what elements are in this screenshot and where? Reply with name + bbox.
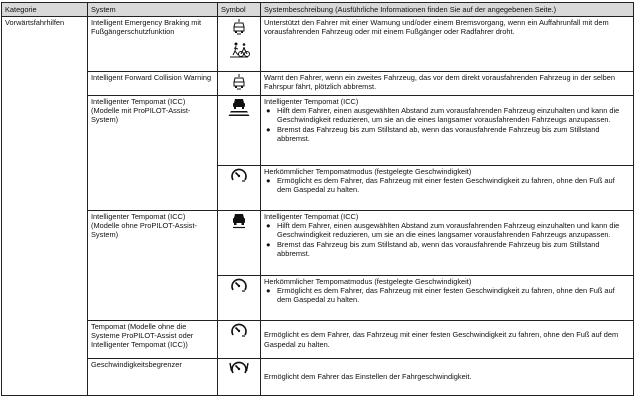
symbol-cell-tempomat bbox=[218, 321, 261, 359]
system-desc-limiter: Ermöglicht dem Fahrer das Einstellen der Fahrgeschwindigkeit. bbox=[261, 359, 634, 396]
system-name-limiter: Geschwindigkeitsbegrenzer bbox=[88, 359, 218, 396]
systems-table bbox=[1, 2, 634, 396]
system-name-ifcw: Intelligent Forward Collision Warning bbox=[88, 72, 218, 96]
speedometer-icon bbox=[230, 167, 248, 183]
list-item: ● Bremst das Fahrzeug bis zum Stillstand ab, wenn das vorausfahrende Fahrzeug bis zum Stillstand abbremst. bbox=[264, 240, 630, 258]
list-item: ● Ermöglicht es dem Fahrer, das Fahrzeug mit einer festen Geschwindigkeit zu fahren, ohne den Fuß auf dem Gaspedal zu halten. bbox=[264, 176, 630, 194]
symbol-cell-ieb bbox=[218, 17, 261, 72]
vehicle-warning-icon bbox=[232, 18, 246, 36]
symbol-cell-icc-propilot bbox=[218, 96, 261, 166]
system-name-icc-no-propilot: Intelligenter Tempomat (ICC) (Modelle ohne ProPILOT-Assist-System) bbox=[88, 211, 218, 321]
conv-subtitle: Herkömmlicher Tempomatmodus (festgelegte Geschwindigkeit) bbox=[264, 167, 472, 176]
icc-subtitle: Intelligenter Tempomat (ICC) bbox=[264, 212, 359, 221]
header-kategorie: Kategorie bbox=[2, 3, 88, 17]
conv-subtitle: Herkömmlicher Tempomatmodus (festgelegte Geschwindigkeit) bbox=[264, 277, 472, 286]
icc-bullet-list bbox=[264, 106, 630, 143]
header-system: System bbox=[88, 3, 218, 17]
list-item: ● Ermöglicht es dem Fahrer, das Fahrzeug mit einer festen Geschwindigkeit zu fahren, ohne den Fuß auf dem Gaspedal zu halten. bbox=[264, 286, 630, 304]
system-desc-icc-no-propilot bbox=[261, 211, 634, 276]
list-item: ● Hilft dem Fahrer, einen ausgewählten Abstand zum vorausfahrenden Fahrzeug einzuhalten und kann die Geschwindigkeit reduzieren, um sie an die eines langsamer vorausfahrenden Fahrzeugs anzupassen. bbox=[264, 106, 630, 124]
table-row bbox=[2, 211, 634, 276]
system-name-tempomat: Tempomat (Modelle ohne die Systeme ProPILOT-Assist oder Intelligenter Tempomat (ICC)) bbox=[88, 321, 218, 359]
system-desc-icc-propilot bbox=[261, 96, 634, 166]
system-name-icc-propilot: Intelligenter Tempomat (ICC) (Modelle mit ProPILOT-Assist-System) bbox=[88, 96, 218, 211]
vehicle-distance-bars-icon bbox=[228, 97, 250, 117]
system-desc-tempomat: Ermöglicht es dem Fahrer, das Fahrzeug mit einer festen Geschwindigkeit zu fahren, ohne den Fuß auf dem Gaspedal zu halten. bbox=[261, 321, 634, 359]
icc-bullet-list bbox=[264, 221, 630, 258]
speed-limiter-icon bbox=[229, 360, 249, 376]
system-desc-icc-no-propilot-conv bbox=[261, 276, 634, 321]
header-beschreibung: Systembeschreibung (Ausführliche Informationen finden Sie auf der angegebenen Seite.) bbox=[261, 3, 634, 17]
table-row bbox=[2, 96, 634, 166]
system-desc-ieb: Unterstützt den Fahrer mit einer Warnung und/oder einem Bremsvorgang, wenn ein Auffahrunfall mit dem vorausfahrenden Fahrzeug oder mit einem Fußgänger oder Radfahrer droht. bbox=[261, 17, 634, 72]
vehicle-icon bbox=[230, 212, 248, 230]
table-row bbox=[2, 321, 634, 359]
header-symbol: Symbol bbox=[218, 3, 261, 17]
category-cell: Vorwärtsfahrhilfen bbox=[2, 17, 88, 396]
system-name-ieb: Intelligent Emergency Braking mit Fußgängerschutzfunktion bbox=[88, 17, 218, 72]
table-row bbox=[2, 72, 634, 96]
vehicle-warning-icon bbox=[232, 73, 246, 91]
pedestrian-cyclist-icon bbox=[228, 42, 250, 58]
system-desc-ifcw: Warnt den Fahrer, wenn ein zweites Fahrzeug, das vor dem direkt vorausfahrenden Fahrzeug in der selben Fahrspur fährt, plötzlich abbremst. bbox=[261, 72, 634, 96]
symbol-cell-limiter bbox=[218, 359, 261, 396]
speedometer-icon bbox=[230, 277, 248, 293]
symbol-cell-icc-no-propilot-conv bbox=[218, 276, 261, 321]
header-row bbox=[2, 3, 634, 17]
symbol-cell-icc-no-propilot bbox=[218, 211, 261, 276]
list-item: ● Hilft dem Fahrer, einen ausgewählten Abstand zum vorausfahrenden Fahrzeug einzuhalten und kann die Geschwindigkeit reduzieren, um sie an die eines langsamer vorausfahrenden Fahrzeugs anzupassen. bbox=[264, 221, 630, 239]
symbol-cell-ifcw bbox=[218, 72, 261, 96]
table-row bbox=[2, 359, 634, 396]
conv-bullet-list bbox=[264, 176, 630, 194]
speedometer-icon bbox=[230, 322, 248, 338]
system-desc-icc-propilot-conv bbox=[261, 166, 634, 211]
table-row bbox=[2, 17, 634, 72]
symbol-cell-icc-propilot-conv bbox=[218, 166, 261, 211]
conv-bullet-list bbox=[264, 286, 630, 304]
icc-subtitle: Intelligenter Tempomat (ICC) bbox=[264, 97, 359, 106]
list-item: ● Bremst das Fahrzeug bis zum Stillstand ab, wenn das vorausfahrende Fahrzeug bis zum Stillstand abbremst. bbox=[264, 125, 630, 143]
